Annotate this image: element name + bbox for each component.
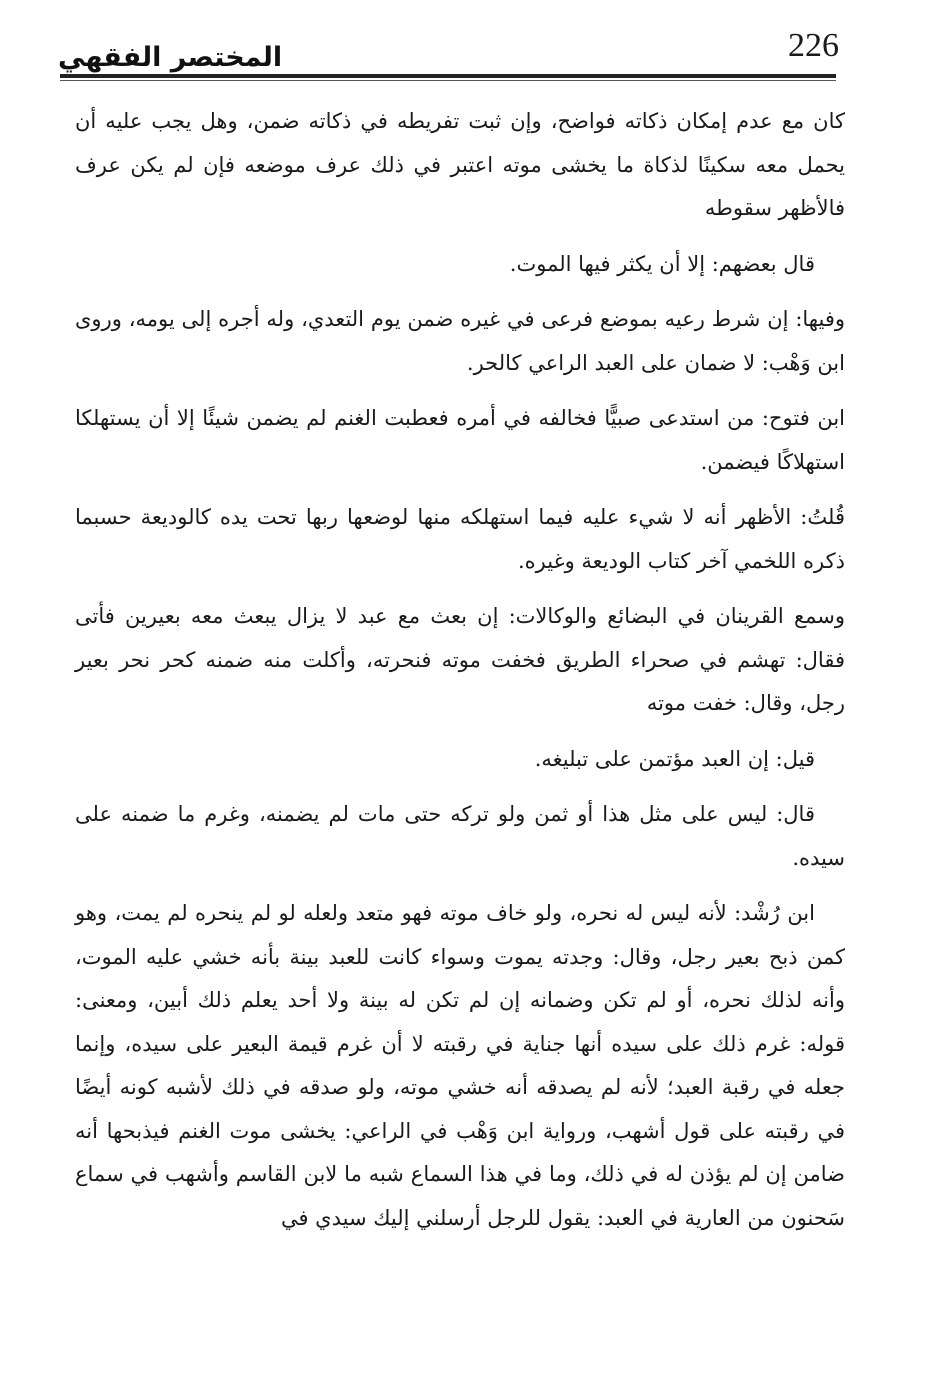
paragraph: قال: ليس على مثل هذا أو ثمن ولو تركه حتى مات لم يضمنه، وغرم ما ضمنه على سيده. — [75, 802, 845, 870]
paragraph: ابن رُشْد: لأنه ليس له نحره، ولو خاف موته فهو متعد ولعله لو لم ينحره لم يمت، وهو كمن ذبح بعير رجل، وقال: وجدته يموت وسواء كانت للعبد بينة بأنه خشي عليه الموت، وأنه لذلك نحره، أو لم تكن وضمانه إن لم تكن له بينة ولا أحد يعلم ذلك أبين، ومعنى: قوله: غرم ذلك على سيده أنها جناية في رقبته لا أن غرم قيمة البعير على سيده، وإنما جعله في رقبة العبد؛ لأنه لم يصدقه أنه خشي موته، ولو صدقه في ذلك لأشبه كونه أيضًا في رقبته على قول أشهب، ورواية ابن وَهْب في الراعي: يخشى موت الغنم فيذبحها أنه ضامن إن لم يؤذن له في ذلك، وما في هذا السماع شبه ما لابن القاسم وأشهب في سماع سَحنون من العارية في العبد: يقول للرجل أرسلني إليك سيدي في — [75, 901, 845, 1230]
paragraph: وفيها: إن شرط رعيه بموضع فرعى في غيره ضمن يوم التعدي، وله أجره إلى يومه، وروى ابن وَهْب: لا ضمان على العبد الراعي كالحر. — [75, 307, 845, 375]
paragraph: كان مع عدم إمكان ذكاته فواضح، وإن ثبت تفريطه في ذكاته ضمن، وهل يجب عليه أن يحمل معه سكينًا لذكاة ما يخشى موته اعتبر في ذلك عرف موضعه فإن لم يكن عرف فالأظهر سقوطه — [75, 109, 845, 220]
paragraph: قُلتُ: الأظهر أنه لا شيء عليه فيما استهلكه منها لوضعها ربها تحت يده كالوديعة حسبما ذكره اللخمي آخر كتاب الوديعة وغيره. — [75, 505, 845, 573]
header-rule-thick — [60, 74, 836, 78]
paragraph: قيل: إن العبد مؤتمن على تبليغه. — [534, 746, 815, 771]
paragraph: قال بعضهم: إلا أن يكثر فيها الموت. — [509, 251, 815, 276]
page-number: 226 — [788, 27, 839, 64]
running-title: المختصر الفقهي — [58, 42, 283, 73]
page-header — [58, 22, 838, 78]
paragraph: ابن فتوح: من استدعى صبيًّا فخالفه في أمره فعطبت الغنم لم يضمن شيئًا إلا أن يستهلكا استهلاكًا فيضمن. — [75, 406, 845, 474]
body-text — [75, 100, 845, 1252]
header-rule-thin — [60, 80, 836, 81]
paragraph: وسمع القرينان في البضائع والوكالات: إن بعث مع عبد لا يزال يبعث معه بعيرين فأتى فقال: تهشم في صحراء الطريق فخفت موته فنحرته، وأكلت منه ضمنه كحر نحر بعير رجل، وقال: خفت موته — [75, 604, 845, 715]
